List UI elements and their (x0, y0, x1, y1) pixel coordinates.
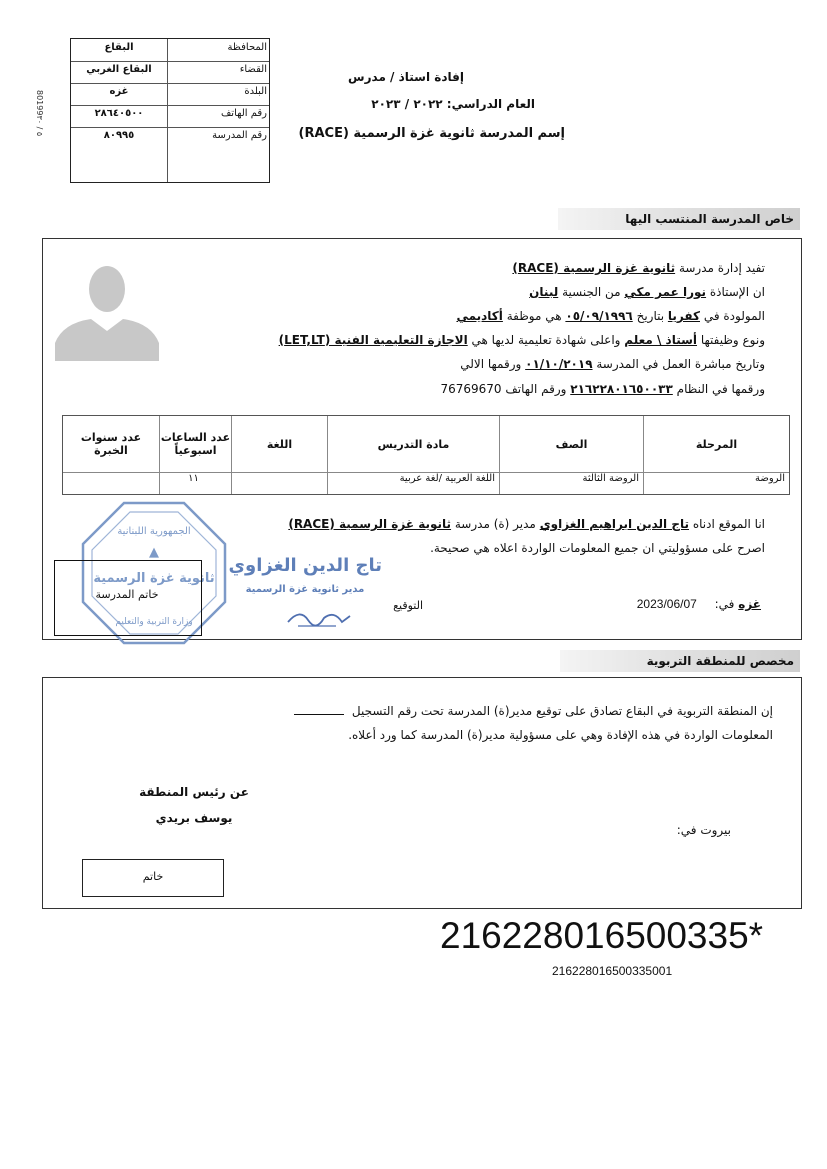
col-subject: مادة التدريس (377, 437, 450, 451)
info-value: البقاع الغربي (86, 64, 152, 75)
declaration-school: ثانوية غزة الرسمية (RACE) (288, 517, 452, 531)
info-value: البقاع (104, 42, 134, 53)
region-seal-label: خاتم (142, 870, 164, 883)
director-signature-title: مدير ثانوية غزة الرسمية (245, 584, 365, 595)
section-region-bar (560, 650, 800, 672)
employee-type: أكاديمي (456, 309, 503, 323)
details-table (62, 415, 790, 495)
cell-subject: اللغة العربية /لغة عربية (399, 473, 495, 484)
info-table (70, 38, 270, 183)
birth-date: ٠٥/٠٩/١٩٩٦ (565, 309, 633, 323)
info-row-district (71, 61, 269, 84)
stamp-line-top: الجمهورية اللبنانية (117, 526, 191, 537)
statement-line-4: ونوع وظيفتها أستاذ \ معلم واعلى شهادة تعليمية لديها هي الاجازة التعليمية الفنية (LET,LT) (278, 333, 765, 347)
info-value: غزه (109, 86, 129, 97)
info-row-town (71, 83, 269, 106)
avatar (55, 261, 159, 361)
start-date: ٠١/١٠/٢٠١٩ (525, 357, 593, 371)
side-code: 80199٥ / ٣٠ (35, 90, 44, 137)
section-school-bar (558, 208, 800, 230)
info-label: رقم الهاتف (220, 108, 267, 119)
statement-school: ثانوية غزة الرسمية (RACE) (512, 261, 676, 275)
statement-line-1: تفيد إدارة مدرسة ثانوية غزة الرسمية (RACE) (512, 261, 765, 275)
col-weekly-hours: عدد الساعات اسبوعياً (160, 431, 231, 457)
declaration-line-2: اصرح على مسؤوليتي ان جميع المعلومات الواردة اعلاه هي صحيحة. (430, 541, 765, 555)
barcode-number: 216228016500335* (440, 915, 764, 956)
region-seal-box (82, 859, 224, 897)
stamp-line-mid: ثانوية غزة الرسمية (93, 571, 215, 586)
signature-scribble (284, 604, 354, 632)
cell-experience (63, 473, 159, 493)
svg-text:▲: ▲ (149, 545, 159, 560)
nationality: لبنان (529, 285, 559, 299)
info-row-governorate (71, 39, 269, 62)
info-label: القضاء (239, 64, 267, 75)
region-head-title: عن رئيس المنطقة (139, 785, 249, 799)
barcode-sub-number: 216228016500335001 (552, 964, 673, 978)
teacher-name: نورا عمر مكي (624, 285, 707, 299)
info-label: المحافظة (227, 42, 267, 53)
system-number: ٢١٦٢٢٨٠١٦٥٠٠٣٣ (570, 382, 673, 396)
birth-place: كفريا (667, 309, 700, 323)
statement-line-2: ان الإستاذة نورا عمر مكي من الجنسية لبنان (529, 285, 765, 299)
info-row-phone (71, 105, 269, 128)
director-signature: تاج الدين الغزاوي (228, 555, 382, 576)
section-school-title: خاص المدرسة المنتسب اليها (625, 212, 794, 226)
info-value: ٢٨٦٤٠٥٠٠ (94, 108, 144, 119)
statement-line-3: المولودة في كفريا بتاريخ ٠٥/٠٩/١٩٩٦ هي موظفة أكاديمي (456, 309, 765, 323)
teacher-phone: 76769670 (440, 382, 502, 396)
col-experience: عدد سنوات الخبرة (80, 431, 142, 457)
job-type: أستاذ \ معلم (624, 333, 698, 347)
info-label: البلدة (244, 86, 267, 97)
director-name: تاج الدين ابراهيم الغزاوي (539, 517, 689, 531)
statement-line-6: ورقمها في النظام ٢١٦٢٢٨٠١٦٥٠٠٣٣ ورقم الهاتف 76769670 (440, 382, 765, 396)
certificate: الاجازة التعليمية الفنية (LET,LT) (278, 333, 468, 347)
col-stage: المرحلة (695, 437, 738, 451)
region-line-1: إن المنطقة التربوية في البقاع تصادق على توقيع مدير(ة) المدرسة تحت رقم التسجيل (294, 704, 773, 718)
date-line: غزه في: 2023/06/07 (636, 597, 761, 611)
cell-language (232, 473, 327, 493)
cell-stage: الروضة (754, 473, 785, 484)
info-value: ٨٠٩٩٥ (103, 130, 135, 141)
cell-class: الروضة الثالثة (582, 473, 639, 484)
school-name: إسم المدرسة ثانوية غزة الرسمية (RACE) (298, 126, 565, 141)
region-line-2: المعلومات الواردة في هذه الإفادة وهي على مسؤولية مدير(ة) المدرسة كما ورد أعلاه. (348, 728, 773, 742)
col-language: اللغة (266, 437, 293, 451)
declaration-line-1: انا الموقع ادناه تاج الدين ابراهيم الغزاوي مدير (ة) مدرسة ثانوية غزة الرسمية (RACE) (288, 517, 765, 531)
info-row-school-number (71, 127, 269, 182)
doc-title: إفادة استاذ / مدرس (348, 70, 464, 84)
signature-label: التوقيع (393, 599, 423, 612)
academic-year: العام الدراسي: ٢٠٢٢ / ٢٠٢٣ (371, 97, 535, 111)
col-class: الصف (555, 437, 588, 451)
statement-line-5: وتاريخ مباشرة العمل في المدرسة ٠١/١٠/٢٠١٩ ورقمها الالي (460, 357, 765, 371)
place-label: غزه (738, 597, 761, 611)
stamp-line-bottom: وزارة التربية والتعليم (115, 617, 193, 627)
declaration-date: 2023/06/07 (636, 597, 697, 611)
region-head-name: يوسف بريدي (155, 811, 233, 825)
beirut-date-label: بيروت في: (676, 823, 731, 837)
cell-weekly-hours: ١١ (188, 473, 199, 484)
section-region-title: مخصص للمنطقة التربوية (646, 654, 794, 668)
info-label: رقم المدرسة (212, 130, 267, 141)
school-stamp-label: خاتم المدرسة (95, 588, 159, 601)
